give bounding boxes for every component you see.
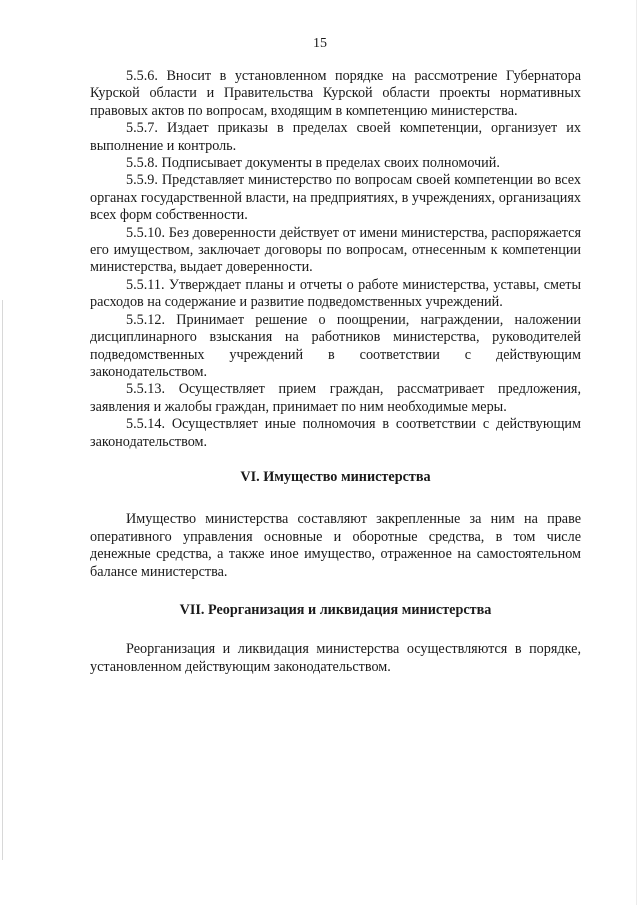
clause-5-5-9: 5.5.9. Представляет министерство по вопросам своей компетенции во всех органах государственной власти, на предприятиях, в учреждениях, организациях всех форм собственности. <box>90 172 581 224</box>
page-number: 15 <box>313 36 327 51</box>
section-property-text: Имущество министерства составляют закрепленные за ним на праве оперативного управления основные и оборотные средства, в том числе денежные средства, а также иное имущество, отраженное на самостоятельном балансе министерства. <box>90 511 581 580</box>
clause-5-5-14: 5.5.14. Осуществляет иные полномочия в соответствии с действующим законодательством. <box>90 416 581 450</box>
clause-5-5-10: 5.5.10. Без доверенности действует от имени министерства, распоряжается его имуществом, заключает договоры по вопросам, отнесенным к компетенции министерства, выдает доверенности. <box>90 224 581 276</box>
section-heading-reorganization: VII. Реорганизация и ликвидация министерства <box>179 601 492 618</box>
clause-5-5-7: 5.5.7. Издает приказы в пределах своей компетенции, организует их выполнение и контроль. <box>90 120 581 154</box>
scan-edge-left <box>2 300 3 860</box>
clause-5-5-11: 5.5.11. Утверждает планы и отчеты о работе министерства, уставы, сметы расходов на содержание и развитие подведомственных учреждений. <box>90 276 581 311</box>
section-heading-property: VI. Имущество министерства <box>240 468 431 485</box>
clause-5-5-8: 5.5.8. Подписывает документы в пределах своих полномочий. <box>126 155 500 172</box>
clause-5-5-12: 5.5.12. Принимает решение о поощрении, награждении, наложении дисциплинарного взыскания на работников министерства, руководителей подведомственных учреждений в соответствии с действующим законодательством. <box>90 311 581 380</box>
document-body <box>90 68 581 676</box>
clause-5-5-6: 5.5.6. Вносит в установленном порядке на рассмотрение Губернатора Курской области и Правительства Курской области проекты нормативных правовых актов по вопросам, входящим в компетенцию министерства. <box>90 68 581 119</box>
clause-5-5-13: 5.5.13. Осуществляет прием граждан, рассматривает предложения, заявления и жалобы граждан, принимает по ним необходимые меры. <box>90 381 581 415</box>
scan-edge-right <box>636 0 637 905</box>
section-reorganization-text: Реорганизация и ликвидация министерства осуществляются в порядке, установленном действующим законодательством. <box>90 641 581 675</box>
